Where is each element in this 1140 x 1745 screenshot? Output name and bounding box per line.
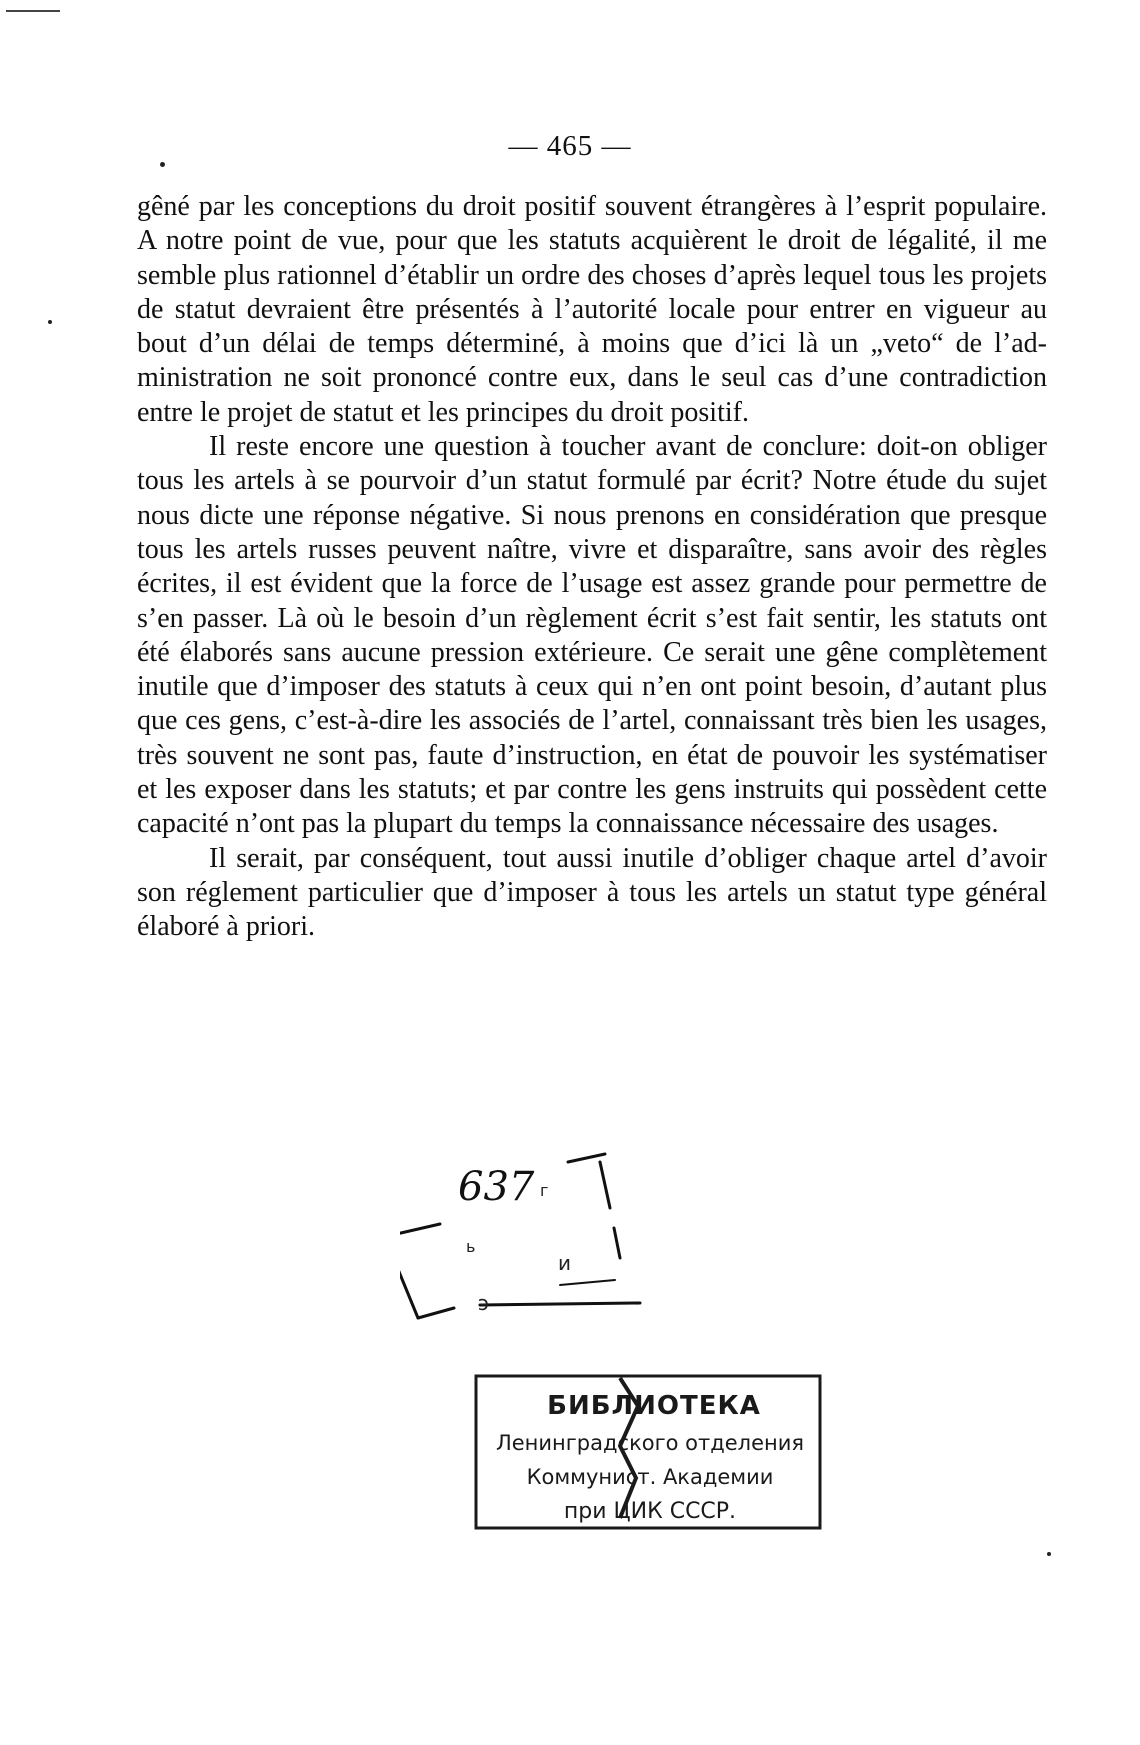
paragraph-3: Il serait, par conséquent, tout aussi inutile d’obliger chaque artel d’avoir son réglement particulier que d’imposer à tous les artels un statut type général élaboré à priori. bbox=[137, 842, 1047, 943]
scan-edge-rule bbox=[6, 10, 60, 12]
body-text bbox=[137, 190, 1047, 945]
mark-letter: э bbox=[478, 1291, 489, 1315]
ink-speck bbox=[48, 320, 52, 324]
pencil-stroke bbox=[418, 1308, 454, 1318]
mark-letter: г bbox=[540, 1181, 549, 1200]
stamp-line: Коммунист. Академии bbox=[526, 1465, 774, 1489]
mark-letter: и bbox=[558, 1251, 571, 1275]
pencil-stroke bbox=[480, 1303, 640, 1305]
pencil-stroke bbox=[614, 1228, 620, 1258]
ink-speck bbox=[1047, 1552, 1051, 1556]
library-stamp bbox=[470, 1368, 826, 1536]
handwritten-accession-mark bbox=[400, 1140, 720, 1320]
paragraph-1: gêné par les conceptions du droit positif souvent étrangères à l’esprit populaire. A notre point de vue, pour que les statuts acquièrent le droit de légalité, il me semble plus rationnel d’établir un ordre des choses d’après lequel tous les projets de statut devraient être présentés à l’autorité locale pour entrer en vigueur au bout d’un délai de temps déterminé, à moins que d’ici là un „veto“ de l’administration ne soit prononcé contre eux, dans le seul cas d’une contradiction entre le projet de statut et les principes du droit positif. bbox=[137, 191, 1047, 428]
pencil-stroke bbox=[600, 1162, 610, 1208]
pencil-stroke bbox=[400, 1224, 440, 1235]
mark-letter: ь bbox=[466, 1237, 476, 1256]
paragraph-2: Il reste encore une question à toucher avant de conclure: doit-on obliger tous les artels à se pourvoir d’un statut formulé par écrit? Notre étude du sujet nous dicte une réponse négative. Si nous prenons en considération que presque tous les artels russes peuvent naître, vivre et disparaître, sans avoir des règles écrites, il est évident que la force de l’usage est assez grande pour permettre de s’en passer. Là où le besoin d’un règlement écrit s’est fait sentir, les statuts ont été élaborés sans aucune pression extérieure. Ce serait une gêne complètement inutile que d’imposer des statuts à ceux qui n’en ont point besoin, d’autant plus que ces gens, c’est-à-dire les associés de l’artel, connaissant très bien les usages, très souvent ne sont pas, faute d’instruction, en état de pouvoir les systématiser et les exposer dans les statuts; et par contre les gens instruits qui possèdent cette capacité n’ont pas la plupart du temps la connaissance nécessaire des usages. bbox=[137, 431, 1047, 840]
accession-number: 637 bbox=[458, 1164, 535, 1210]
page-number: — 465 — bbox=[508, 130, 632, 162]
stamp-line: при ЦИК СССР. bbox=[563, 1499, 737, 1524]
stamp-line: БИБЛИОТЕКА bbox=[547, 1391, 761, 1421]
stamp-line: Ленинградского отделения bbox=[495, 1431, 805, 1455]
pencil-stroke bbox=[400, 1240, 418, 1318]
pencil-stroke bbox=[560, 1280, 615, 1285]
ink-speck bbox=[160, 162, 165, 167]
